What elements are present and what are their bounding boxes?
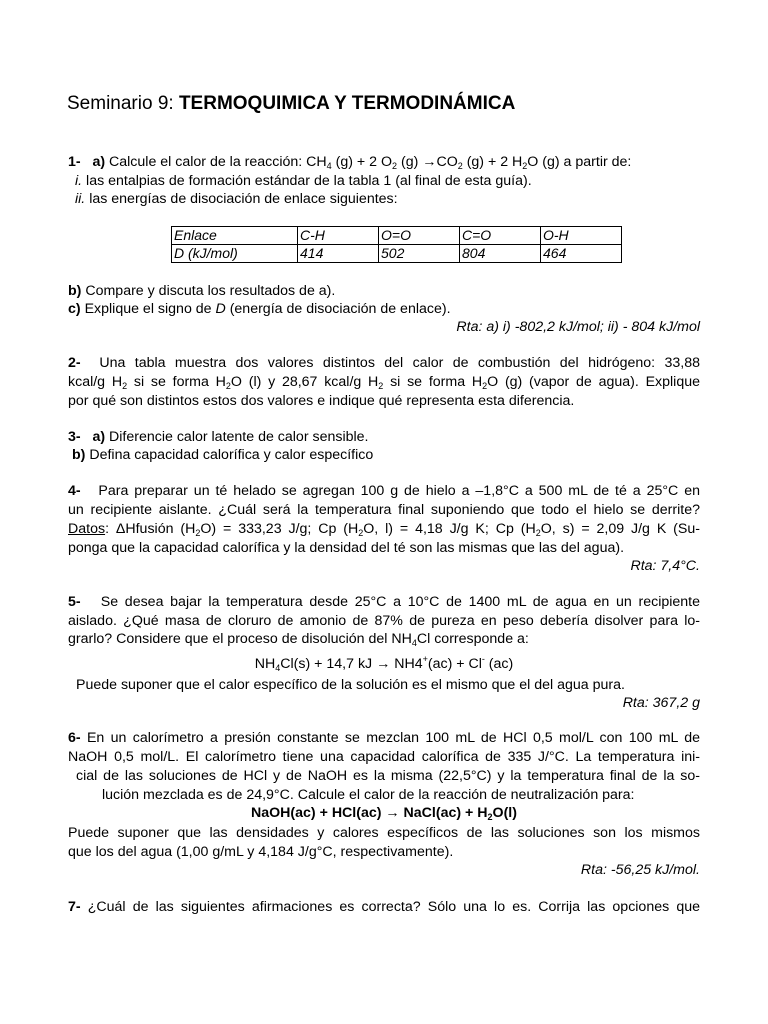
q4-line-4: ponga que la capacidad calorífica y la densidad del té son las mismas que las del agua). (68, 540, 625, 556)
table-cell: 464 (541, 245, 622, 263)
q6-equation (68, 804, 700, 822)
q1-c-text-2: (energía de disociación de enlace). (225, 301, 451, 317)
q1-line-1 (68, 153, 700, 171)
q1-a-text-5: O (g) a partir de: (527, 154, 632, 170)
q1-i-label: i. (75, 173, 83, 189)
q2-line-1 (68, 354, 700, 372)
q5-equation (68, 655, 700, 673)
q2-number: 2- (68, 355, 81, 371)
q3-item-a (68, 428, 700, 446)
q2-sub: 2 (482, 381, 488, 391)
q2-text: O (g) (vapor de agua). Explique (487, 374, 700, 390)
q5-eq-text: (ac) + Cl (427, 656, 482, 672)
q1-ii-label: ii. (75, 191, 86, 207)
bond-energy-table (171, 226, 622, 263)
q2-line-3: por qué son distintos estos dos valores e indique qué representa esta diferencia. (68, 393, 575, 409)
table-cell: O-H (541, 227, 622, 245)
q4-text: O, l) = 4,18 J/g K; Cp (H (363, 521, 536, 537)
q2-text: kcal/g H (68, 374, 123, 390)
q6-eq-text: O(l) (492, 805, 517, 821)
q2-sub: 2 (122, 381, 128, 391)
q1-ii-text: las energías de disociación de enlace siguientes: (85, 191, 398, 207)
q5-eq-sup: + (422, 654, 428, 664)
q6-answer: Rta: -56,25 kJ/mol. (580, 862, 700, 878)
q3-item-b (72, 446, 704, 464)
q1-a-label: a) (92, 154, 106, 170)
q1-a-text-4: (g) + 2 H (462, 154, 523, 170)
table-cell: C-H (298, 227, 379, 245)
q2-text: si se forma H (127, 374, 226, 390)
q2-text: O (l) y 28,67 kcal/g H (230, 374, 379, 390)
table-cell: D (kJ/mol) (172, 245, 298, 263)
q7-number: 7- (68, 899, 81, 915)
q1-c-text-d: D (215, 301, 226, 317)
q5-eq-sub: 4 (275, 663, 281, 673)
table-cell: 804 (460, 245, 541, 263)
q6-line-4: lución mezclada es de 24,9°C. Calcule el calor de la reacción de neutralización para: (102, 787, 635, 803)
q6-eq-text: NaOH(ac) + HCl(ac) → NaCl(ac) + H (251, 805, 488, 821)
q4-line-1 (68, 482, 700, 500)
q1-item-i (75, 172, 707, 190)
q5-line-3 (68, 630, 700, 648)
q1-a-sub-1: 4 (326, 161, 332, 171)
q3-a-text: Diferencie calor latente de calor sensible. (105, 429, 369, 445)
q4-number: 4- (68, 483, 81, 499)
table-cell: 414 (298, 245, 379, 263)
q5-answer: Rta: 367,2 g (622, 695, 700, 711)
q5-line-2: aislado. ¿Qué masa de cloruro de amonio de 87% de pureza en peso debería disolver para lo- (68, 613, 700, 629)
q4-line-3 (68, 520, 700, 538)
q4-text: : ΔHfusión (H (105, 521, 196, 537)
q4-text: O, s) = 2,09 J/g K (Su- (540, 521, 700, 537)
q6-line-2: NaOH 0,5 mol/L. El calorímetro tiene una capacidad calorífica de 335 J/°C. La temperatura ini- (68, 749, 700, 765)
q6-line-3: cial de las soluciones de HCl y de NaOH es la misma (22,5°C) y la temperatura final de la so- (76, 768, 700, 784)
q5-eq-text: NH (254, 656, 276, 672)
q4-text: O) = 333,23 J/g; Cp (H (200, 521, 359, 537)
q5-line-4: Puede suponer que el calor específico de la solución es el mismo que el del agua pura. (76, 677, 625, 693)
q3-b-label: b) (72, 447, 86, 463)
table-cell: 502 (379, 245, 460, 263)
q1-answer: Rta: a) i) -802,2 kJ/mol; ii) - 804 kJ/mol (456, 319, 700, 335)
q4-datos-label: Datos (68, 521, 106, 537)
q5-line-1 (68, 593, 700, 611)
q5-text: grarlo? Considere que el proceso de disolución del NH (68, 631, 412, 647)
q3-number: 3- (68, 429, 81, 445)
table-cell: O=O (379, 227, 460, 245)
q1-item-ii (75, 190, 707, 208)
q1-c-label: c) (68, 301, 81, 317)
q6-line-1-text: En un calorímetro a presión constante se mezclan 100 mL de HCl 0,5 mol/L con 100 mL de (80, 730, 700, 746)
q2-sub: 2 (378, 381, 384, 391)
q1-item-b (68, 282, 700, 300)
q5-eq-text: Cl(s) + 14,7 kJ → NH4 (280, 656, 423, 672)
q2-line-2 (68, 373, 700, 391)
q5-line-1-text: Se desea bajar la temperatura desde 25°C a 10°C de 1400 mL de agua en un recipiente (100, 594, 700, 610)
q1-a-sub-3: 2 (457, 161, 463, 171)
q1-a-text-1: Calcule el calor de la reacción: CH (105, 154, 327, 170)
q4-answer: Rta: 7,4°C. (630, 558, 700, 574)
q5-text: Cl corresponde a: (416, 631, 529, 647)
table-row (172, 245, 622, 263)
q6-line-6: que los del agua (1,00 g/mL y 4,184 J/g°C, respectivamente). (68, 844, 454, 860)
title-main: TERMOQUIMICA Y TERMODINÁMICA (178, 93, 516, 114)
q6-line-1 (68, 729, 700, 747)
q2-text: si se forma H (383, 374, 483, 390)
q1-c-text-1: Explique el signo de (80, 301, 216, 317)
q5-sub: 4 (411, 638, 417, 648)
q1-a-text-2: (g) + 2 O (331, 154, 393, 170)
q5-number: 5- (68, 594, 81, 610)
table-cell: C=O (460, 227, 541, 245)
q1-a-sub-4: 2 (522, 161, 528, 171)
q5-eq-sup: - (481, 654, 485, 664)
q5-eq-text: (ac) (484, 656, 514, 672)
q6-line-5: Puede suponer que las densidades y calores específicos de las soluciones son los mismos (68, 825, 700, 841)
q1-number: 1- (68, 154, 81, 170)
q1-a-sub-2: 2 (392, 161, 398, 171)
q4-line-1-text: Para preparar un té helado se agregan 100 g de hielo a –1,8°C a 500 mL de té a 25°C en (98, 483, 700, 499)
q1-b-label: b) (68, 283, 82, 299)
q7-line-1-text: ¿Cuál de las siguientes afirmaciones es correcta? Sólo una lo es. Corrija las opciones que (80, 899, 700, 915)
q7-line-1 (68, 898, 700, 916)
q1-a-text-3: (g) →CO (397, 154, 458, 170)
q4-line-2: un recipiente aislante. ¿Cuál será la temperatura final suponiendo que todo el hielo se derrite? (68, 502, 700, 518)
q1-i-text: las entalpias de formación estándar de la tabla 1 (al final de esta guía). (82, 173, 532, 189)
q1-b-text: Compare y discuta los resultados de a). (81, 283, 336, 299)
table-cell: Enlace (172, 227, 298, 245)
q4-sub: 2 (195, 528, 201, 538)
q3-a-label: a) (92, 429, 106, 445)
q2-sub: 2 (225, 381, 231, 391)
page-title (67, 93, 515, 115)
q4-sub: 2 (358, 528, 364, 538)
q6-number: 6- (68, 730, 81, 746)
q3-b-text: Defina capacidad calorífica y calor específico (85, 447, 374, 463)
table-header-row (172, 227, 622, 245)
q4-sub: 2 (535, 528, 541, 538)
q1-item-c (68, 300, 700, 318)
q6-eq-sub: 2 (487, 812, 493, 822)
title-prefix: Seminario 9: (67, 93, 179, 114)
q2-line-1-text: Una tabla muestra dos valores distintos del calor de combustión del hidrógeno: 33,88 (99, 355, 700, 371)
